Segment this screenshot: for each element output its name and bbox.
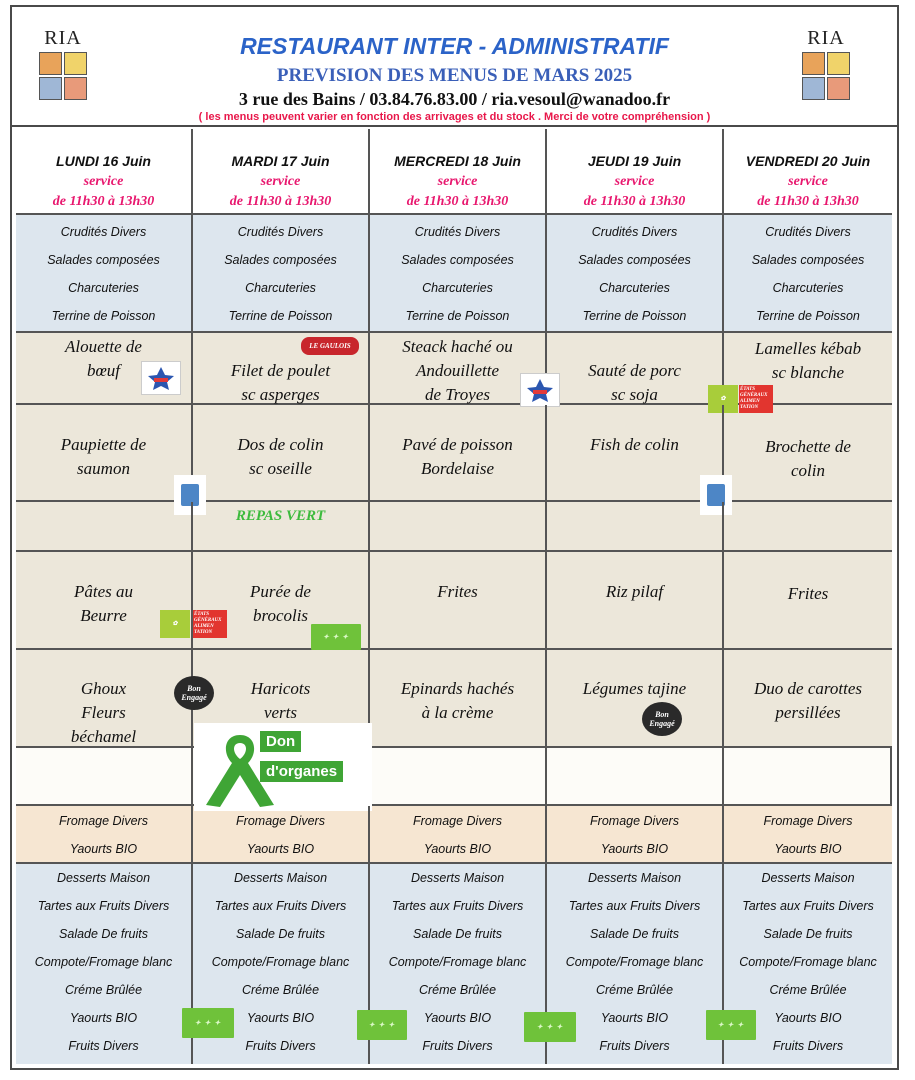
menu-item: Terrine de Poisson	[228, 309, 333, 323]
menu-item: Yaourts BIO	[423, 842, 492, 856]
bon-engage-logo: Bon Engagé	[174, 676, 214, 710]
menu-item: Fruits Divers	[599, 1039, 670, 1053]
menu-item: Salade De fruits	[236, 927, 325, 941]
menu-item: Salades composées	[224, 253, 337, 267]
egalim-flower-icon: ✿	[160, 610, 190, 638]
main-course-cell	[16, 333, 193, 407]
service-hours: de 11h30 à 13h30	[52, 194, 155, 209]
menu-item: Compote/Fromage blanc	[34, 955, 173, 969]
main-course-row	[16, 333, 892, 410]
don-label: Don	[260, 731, 301, 752]
menu-item: Charcuteries	[68, 281, 139, 295]
menu-item: Créme Brûlée	[64, 983, 143, 997]
le-gaulois-logo: LE GAULOIS	[301, 337, 359, 355]
main-course-cell	[720, 333, 892, 410]
vegetable-cell	[370, 650, 547, 749]
dish-line: Frites	[787, 584, 829, 603]
special-cell	[16, 502, 193, 550]
desserts-cell	[547, 864, 724, 1064]
menu-item: Crudités Divers	[414, 225, 501, 239]
desserts-cell	[193, 864, 370, 1064]
organes-label: d'organes	[260, 761, 343, 782]
menu-item: Compote/Fromage blanc	[388, 955, 527, 969]
main-course-cell	[724, 405, 892, 500]
cheese-cell	[193, 806, 370, 863]
vegetable-cell	[547, 650, 724, 749]
main-course-cell	[16, 405, 193, 500]
menu-item: Yaourts BIO	[246, 1011, 315, 1025]
menu-item: Salades composées	[401, 253, 514, 267]
dish-line: Haricots	[250, 679, 311, 698]
service-label: service	[83, 174, 124, 189]
service-hours: de 11h30 à 13h30	[229, 194, 332, 209]
contact-address: 3 rue des Bains / 03.84.76.83.00 / ria.vesoul@wanadoo.fr	[238, 89, 671, 109]
dish-line: verts	[263, 703, 298, 722]
menu-item: Yaourts BIO	[246, 842, 315, 856]
day-header-row	[16, 129, 892, 215]
menu-item: Desserts Maison	[56, 871, 151, 885]
menu-item: Créme Brûlée	[241, 983, 320, 997]
menu-item: Compote/Fromage blanc	[211, 955, 350, 969]
menu-item: Terrine de Poisson	[582, 309, 687, 323]
menu-item: Desserts Maison	[761, 871, 855, 885]
side-dish-cell	[724, 552, 892, 648]
dish-line: Andouillette	[415, 361, 500, 380]
menu-item: Crudités Divers	[591, 225, 678, 239]
main-course-cell	[370, 405, 547, 500]
menu-item: Yaourts BIO	[423, 1011, 492, 1025]
dish-line: Légumes tajine	[582, 679, 687, 698]
menu-item: Charcuteries	[245, 281, 316, 295]
starters-cell	[16, 215, 193, 331]
menu-item: Salades composées	[47, 253, 160, 267]
dish-line: Alouette de	[65, 337, 142, 356]
vegetable-cell	[16, 650, 207, 749]
cheese-cell	[16, 806, 193, 863]
desserts-row	[16, 864, 892, 1064]
dish-line: Beurre	[80, 606, 127, 625]
page-subtitle: PREVISION DES MENUS DE MARS 2025	[276, 65, 633, 86]
service-hours: de 11h30 à 13h30	[583, 194, 686, 209]
cheese-cell	[370, 806, 547, 863]
page-title: RESTAURANT INTER - ADMINISTRATIF	[240, 33, 669, 59]
menu-item: Yaourts BIO	[69, 1011, 138, 1025]
menu-item: Crudités Divers	[765, 225, 851, 239]
menu-item: Salades composées	[578, 253, 691, 267]
menu-item: Terrine de Poisson	[51, 309, 156, 323]
menu-item: Yaourts BIO	[774, 1011, 842, 1025]
menu-item: Fruits Divers	[68, 1039, 139, 1053]
day-name: MARDI 17 Juin	[231, 153, 330, 169]
eu-organic-leaf-icon	[311, 624, 361, 650]
menu-item: Tartes aux Fruits Divers	[37, 899, 170, 913]
menu-item: Créme Brûlée	[769, 983, 847, 997]
desserts-cell	[724, 864, 892, 1064]
day-name: MERCREDI 18 Juin	[394, 153, 521, 169]
dish-line: Filet de poulet	[230, 361, 331, 380]
main-course-cell	[370, 333, 547, 407]
menu-item: Fruits Divers	[422, 1039, 493, 1053]
special-cell	[193, 502, 370, 550]
side-dish-cell	[370, 552, 547, 648]
blank-cell	[370, 748, 547, 804]
menu-item: Tartes aux Fruits Divers	[214, 899, 347, 913]
dish-line: Bordelaise	[420, 459, 495, 478]
menu-item: Yaourts BIO	[600, 842, 669, 856]
dish-line: Pâtes au	[73, 582, 134, 601]
day-name: LUNDI 16 Juin	[56, 153, 151, 169]
side-dish-cell	[547, 552, 724, 648]
dish-line: Pavé de poisson	[402, 435, 513, 454]
blank-cell	[16, 748, 193, 804]
dish-line: Purée de	[250, 582, 311, 601]
cheese-cell	[547, 806, 724, 863]
menu-item: Fromage Divers	[59, 814, 148, 828]
starters-cell	[724, 215, 892, 331]
menu-item: Fromage Divers	[590, 814, 679, 828]
menu-item: Crudités Divers	[60, 225, 147, 239]
blank-cell	[547, 748, 724, 804]
menu-item: Desserts Maison	[587, 871, 682, 885]
dish-line: béchamel	[70, 727, 137, 746]
menu-sheet	[10, 5, 899, 1070]
dish-line: Ghoux	[80, 679, 127, 698]
dish-line: Steack haché ou	[402, 337, 513, 356]
menu-item: Charcuteries	[599, 281, 670, 295]
menu-item: Terrine de Poisson	[756, 309, 860, 323]
day-name: JEUDI 19 Juin	[587, 153, 682, 169]
dish-line: Lamelles kébab	[754, 339, 862, 358]
menu-item: Fruits Divers	[772, 1039, 844, 1053]
menu-item: Desserts Maison	[233, 871, 328, 885]
vegetable-cell	[724, 650, 892, 749]
dish-line: persillées	[775, 703, 841, 722]
desserts-cell	[16, 864, 193, 1064]
service-hours: de 11h30 à 13h30	[406, 194, 509, 209]
service-label: service	[437, 174, 478, 189]
logo-text: RIA	[807, 27, 845, 49]
cheese-row	[16, 806, 892, 864]
special-cell	[724, 502, 892, 550]
don-organes-banner	[194, 723, 372, 811]
menu-item: Fromage Divers	[413, 814, 502, 828]
menu-item: Terrine de Poisson	[405, 309, 510, 323]
day-header	[547, 129, 724, 213]
side-dish-row	[16, 552, 892, 650]
egalim-flower-icon: ✿	[708, 385, 738, 413]
menu-item: Salade De fruits	[413, 927, 502, 941]
french-meat-label-icon	[141, 361, 181, 395]
menu-item: Fromage Divers	[763, 814, 853, 828]
dish-line: sc soja	[611, 385, 658, 404]
bon-engage-logo: Bon Engagé	[642, 702, 682, 736]
menu-item: Tartes aux Fruits Divers	[742, 899, 874, 913]
menu-item: Salade De fruits	[590, 927, 679, 941]
dish-line: Fleurs	[81, 703, 126, 722]
blank-cell	[724, 748, 892, 804]
special-cell	[370, 502, 547, 550]
service-label: service	[788, 174, 828, 189]
menu-item: Desserts Maison	[410, 871, 505, 885]
main-course-row	[16, 405, 892, 502]
dish-line: de Troyes	[424, 385, 490, 404]
menu-table	[16, 129, 892, 1064]
egalim-label: ÉTATS GÉNÉRAUX ALIMEN TATION	[739, 385, 773, 413]
dish-line: sc oseille	[249, 459, 312, 478]
cheese-cell	[724, 806, 892, 863]
menu-item: Tartes aux Fruits Divers	[391, 899, 524, 913]
logo-text: RIA	[44, 27, 82, 49]
vegetable-row	[16, 650, 892, 748]
dish-line: sc asperges	[241, 385, 320, 404]
side-dish-cell	[16, 552, 193, 648]
repas-vert-label: REPAS VERT	[235, 508, 326, 524]
main-course-cell	[547, 405, 724, 500]
menu-item: Charcuteries	[772, 281, 844, 295]
dish-line: sc blanche	[771, 363, 845, 382]
starters-cell	[370, 215, 547, 331]
menu-item: Créme Brûlée	[595, 983, 674, 997]
starters-row	[16, 215, 892, 333]
dish-line: Epinards hachés	[400, 679, 515, 698]
menu-item: Charcuteries	[422, 281, 493, 295]
menu-item: Crudités Divers	[237, 225, 324, 239]
menu-item: Yaourts BIO	[774, 842, 842, 856]
dish-line: Frites	[437, 582, 478, 601]
menu-item: Fromage Divers	[236, 814, 325, 828]
egalim-label: ÉTATS GÉNÉRAUX ALIMEN TATION	[193, 610, 227, 638]
main-course-cell	[547, 333, 724, 407]
dish-line: Dos de colin	[237, 435, 324, 454]
desserts-cell	[370, 864, 547, 1064]
menu-item: Créme Brûlée	[418, 983, 497, 997]
main-course-cell	[193, 333, 370, 407]
day-header	[724, 129, 892, 213]
side-dish-cell	[193, 552, 370, 648]
dish-line: saumon	[77, 459, 130, 478]
dish-line: Brochette de	[765, 437, 851, 456]
menu-item: Yaourts BIO	[600, 1011, 669, 1025]
menu-item: Salade De fruits	[763, 927, 853, 941]
dish-line: Sauté de porc	[588, 361, 681, 380]
day-header	[16, 129, 193, 213]
menu-item: Salades composées	[751, 253, 865, 267]
dish-line: colin	[791, 461, 825, 480]
menu-item: Tartes aux Fruits Divers	[568, 899, 701, 913]
day-header	[193, 129, 370, 213]
service-label: service	[614, 174, 655, 189]
starters-cell	[547, 215, 724, 331]
dish-line: bœuf	[86, 361, 121, 380]
special-row	[16, 502, 892, 552]
menu-item: Fruits Divers	[245, 1039, 316, 1053]
menu-item: Salade De fruits	[59, 927, 148, 941]
day-name: VENDREDI 20 Juin	[745, 153, 871, 169]
menu-item: Yaourts BIO	[69, 842, 138, 856]
menu-item: Compote/Fromage blanc	[739, 955, 877, 969]
day-header	[370, 129, 547, 213]
service-label: service	[260, 174, 301, 189]
dish-line: Duo de carottes	[754, 679, 862, 698]
dish-line: à la crème	[421, 703, 494, 722]
dish-line: brocolis	[252, 606, 309, 625]
disclaimer-note: ( les menus peuvent varier en fonction des arrivages et du stock . Merci de votre compréhension )	[198, 111, 711, 123]
special-cell	[547, 502, 724, 550]
main-course-cell	[193, 405, 370, 500]
dish-line: Fish de colin	[590, 435, 679, 454]
dish-line: Paupiette de	[60, 435, 147, 454]
header	[12, 7, 897, 127]
dish-line: Riz pilaf	[605, 582, 664, 601]
service-hours: de 11h30 à 13h30	[757, 194, 859, 209]
menu-item: Compote/Fromage blanc	[565, 955, 704, 969]
starters-cell	[193, 215, 370, 331]
